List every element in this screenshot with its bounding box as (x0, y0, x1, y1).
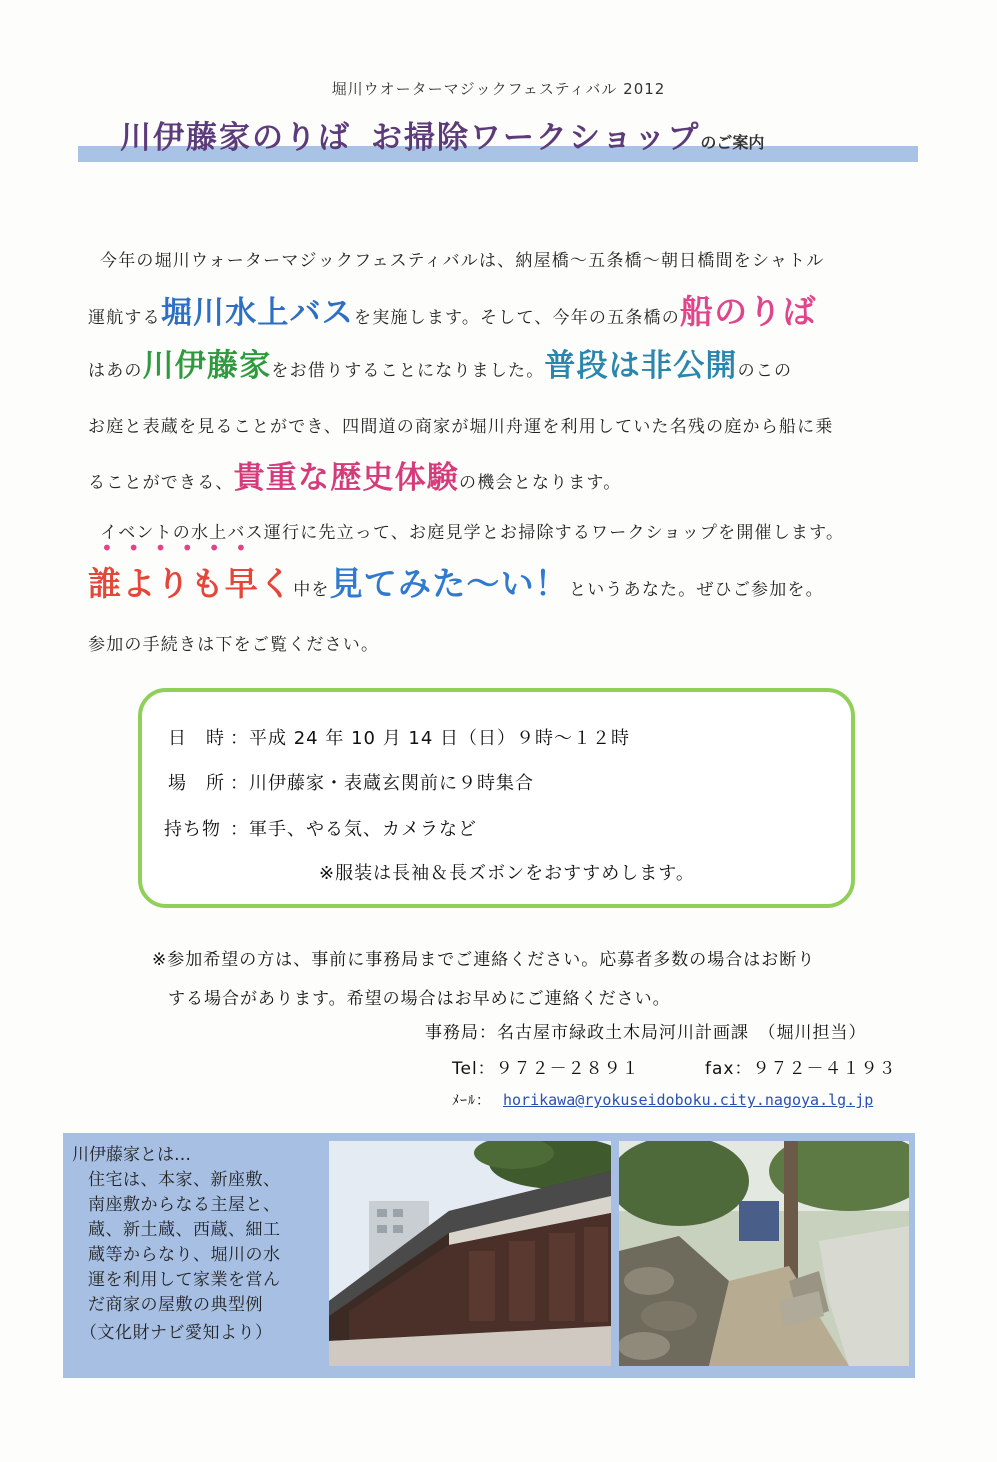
about-line: （文化財ナビ愛知より） (80, 1323, 273, 1343)
highlight-earliest: 誰よりも早く (88, 564, 294, 603)
storehouse-street-photo (329, 1141, 611, 1366)
intro-line-3: はあの川伊藤家をお借りすることになりました。普段は非公開のこの (88, 348, 793, 384)
place-value: ：川伊藤家・表蔵玄関前に９時集合 (230, 773, 534, 794)
intro-line-2: 運航する堀川水上バスを実施します。そして、今年の五条橋の船のりば (88, 292, 817, 331)
highlight-private: 普段は非公開 (544, 348, 738, 384)
about-line: 蔵、新土蔵、西蔵、細工 (88, 1220, 281, 1240)
emphasis-dots: •••••• (101, 536, 262, 560)
about-line: 運を利用して家業を営ん (88, 1270, 281, 1290)
clothing-note: ※服装は長袖＆長ズボンをおすすめします。 (319, 863, 695, 884)
about-line: 住宅は、本家、新座敷、 (88, 1170, 281, 1190)
highlight-kawaito: 川伊藤家 (142, 348, 272, 384)
notice-line-1: ※参加希望の方は、事前に事務局までご連絡ください。応募者多数の場合はお断り (152, 950, 816, 970)
items-value: ：軍手、やる気、カメラなど (230, 819, 477, 840)
title-part1: 川伊藤家のりば (120, 120, 351, 156)
highlight-boat-pier: 船のりば (679, 292, 817, 331)
items-label: 持ち物 (164, 819, 221, 840)
intro-line-1: 今年の堀川ウォーターマジックフェスティバルは、納屋橋～五条橋～朝日橋間をシャトル (100, 251, 825, 271)
title-part2: お掃除ワークショップ (371, 120, 701, 156)
notice-line-2: する場合があります。希望の場合はお早めにご連絡ください。 (168, 989, 671, 1009)
page-title (120, 112, 764, 157)
about-title: 川伊藤家とは… (72, 1145, 191, 1165)
date-value: ：平成 24 年 10 月 14 日（日）９時～１２時 (230, 728, 631, 749)
intro-line-8: 参加の手続きは下をご覧ください。 (88, 635, 380, 655)
mail-label: ﾒｰﾙ： (452, 1093, 491, 1109)
garden-photo (619, 1141, 909, 1366)
office-info: 事務局：名古屋市緑政土木局河川計画課 （堀川担当） (425, 1023, 867, 1043)
about-line: 南座敷からなる主屋と、 (88, 1195, 281, 1215)
about-line: 蔵等からなり、堀川の水 (88, 1245, 281, 1265)
place-label: 場 所 (168, 773, 225, 794)
intro-line-6: イベントの水上バス運行に先立って、お庭見学とお掃除するワークショップを開催します。 (100, 523, 845, 543)
date-label: 日 時 (168, 728, 225, 749)
fax: fax：９７２－４１９３ (705, 1059, 897, 1079)
highlight-want-see: 見てみた～い！ (329, 564, 570, 603)
festival-name: 堀川ウオーターマジックフェスティバル 2012 (331, 80, 666, 98)
intro-line-5: ることができる、貴重な歴史体験の機会となります。 (88, 460, 622, 496)
tel: Tel：９７２－２８９１ (452, 1059, 640, 1079)
email-link[interactable]: horikawa@ryokuseidoboku.city.nagoya.lg.jp (503, 1091, 874, 1109)
intro-line-4: お庭と表蔵を見ることができ、四間道の商家が堀川舟運を利用していた名残の庭から船に乗 (88, 417, 834, 437)
highlight-water-bus: 堀川水上バス (160, 295, 355, 331)
title-suffix: のご案内 (700, 133, 765, 152)
about-line: だ商家の屋敷の典型例 (88, 1295, 263, 1315)
highlight-history: 貴重な歴史体験 (233, 460, 460, 496)
intro-line-7: 誰よりも早く中を見てみた～い！というあなた。ぜひご参加を。 (88, 564, 824, 603)
